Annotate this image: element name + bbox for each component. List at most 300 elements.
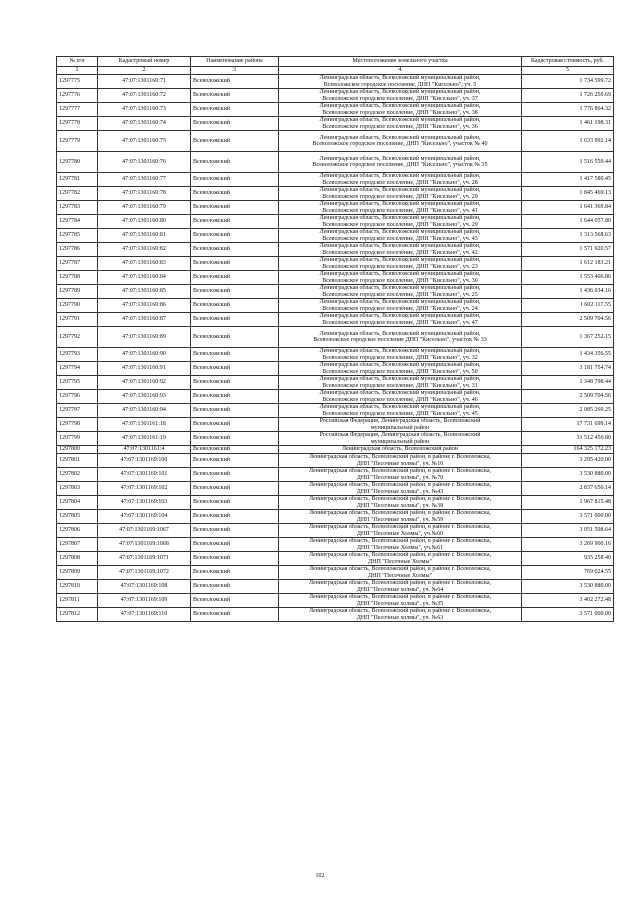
district-name: Всеволожский [191,173,279,187]
table-header-row [57,57,614,67]
district-name: Всеволожский [191,187,279,201]
row-number: 1297806 [57,524,98,538]
cadastral-cost: 1 367 252.15 [522,327,614,348]
location-line: ДНП "Песочные холмы", уч. №59 [356,516,444,523]
district-name: Всеволожский [191,390,279,404]
location-line: Ленинградская область, Всеволожский муниципальный район, [319,390,481,396]
land-location [279,362,522,376]
table-row [57,285,614,299]
district-name: Всеволожский [191,285,279,299]
cadastral-number: 47:07:1301160:79 [98,201,191,215]
table-row [57,390,614,404]
district-name: Всеволожский [191,608,279,622]
row-number: 1297799 [57,432,98,446]
row-number: 1297800 [57,446,98,454]
location-line: Всеволожское городское поселение, ДНП "Кисельно", уч. 32 [322,354,478,361]
table-row [57,432,614,446]
row-number: 1297783 [57,201,98,215]
location-line: Всеволожское городское поселение, ДНП "Кисельно", уч. 47 [322,319,478,326]
land-location [279,404,522,418]
location-line: Ленинградская область, Всеволожский муниципальный район, [319,103,481,109]
cadastral-number: 47:07:1301169:104 [98,510,191,524]
cadastral-cost: 1 436 034.16 [522,285,614,299]
land-location [279,538,522,552]
table-row [57,418,614,432]
district-name: Всеволожский [191,594,279,608]
cadastral-cost: 1 417 580.45 [522,173,614,187]
table-row [57,608,614,622]
cadastral-cost: 1 967 815.48 [522,496,614,510]
header-cost: Кадастровая стоимость, руб. [522,57,614,67]
location-line: Всеволожское городское поселение, ДНП "Кисельно", уч. 37 [322,95,478,102]
cadastral-cost: 31 512 456.80 [522,432,614,446]
district-name: Всеволожский [191,446,279,454]
land-location [279,454,522,468]
cadastral-number: 47:07:1301169:110 [98,608,191,622]
cadastral-cost: 935 258.40 [522,552,614,566]
location-line: Ленинградская область, Всеволожский муниципальный район, [319,285,481,291]
cadastral-number: 47:07:1301169:100 [98,454,191,468]
row-number: 1297802 [57,468,98,482]
location-line: Российская Федерация, Ленинградская область, Всеволожский [319,418,481,424]
district-name: Всеволожский [191,468,279,482]
cadastral-cost: 1 734 599.72 [522,75,614,89]
table-row [57,243,614,257]
cadastral-cost: 1 434 356.55 [522,348,614,362]
table-row [57,482,614,496]
table-row [57,131,614,152]
land-location [279,390,522,404]
cadastral-cost: 2 837 656.14 [522,482,614,496]
land-location [279,594,522,608]
row-number: 1297810 [57,580,98,594]
cadastral-number: 47:07:1301169:1067 [98,524,191,538]
location-line: Ленинградская область, Всеволожский муниципальный район, [319,229,481,235]
location-line: ДНП "Песочные Холмы", уч.№61 [356,544,444,551]
land-location [279,75,522,89]
location-line: Всеволожское городское поселение, ДНП "Кисельно", уч. 24 [322,305,478,312]
cadastral-cost: 3 571 000.00 [522,608,614,622]
cadastral-cost: 1 461 198.31 [522,117,614,131]
land-location [279,243,522,257]
table-row [57,229,614,243]
cadastral-cost: 1 641 369.84 [522,201,614,215]
district-name: Всеволожский [191,89,279,103]
district-name: Всеволожский [191,348,279,362]
cadastral-cost: 1 845 469.13 [522,187,614,201]
table-row [57,362,614,376]
row-number: 1297801 [57,454,98,468]
table-row [57,454,614,468]
land-location [279,173,522,187]
cadastral-cost: 3 269 900.16 [522,538,614,552]
district-name: Всеволожский [191,229,279,243]
land-location [279,432,522,446]
district-name: Всеволожский [191,201,279,215]
location-line: Всеволожское городское поселение, ДНП "Кисельно", участок № 40 [312,141,488,147]
district-name: Всеволожский [191,376,279,390]
land-location [279,117,522,131]
cadastral-number: 47:07:1301160:87 [98,313,191,327]
location-line: Ленинградская область, Всеволожский район, в районе г. Всеволожска, [308,468,492,474]
row-number: 1297780 [57,152,98,173]
district-name: Всеволожский [191,271,279,285]
location-line: Ленинградская область, Всеволожский муниципальный район, [319,243,481,249]
district-name: Всеволожский [191,580,279,594]
district-name: Всеволожский [191,496,279,510]
location-line: ДНП "Песочные холмы", уч. №70 [356,474,444,481]
location-line: ДНП "Песочные Холмы", уч.№60 [356,530,444,537]
location-line: Ленинградская область, Всеволожский район, в районе г. Всеволожска, [308,608,492,614]
district-name: Всеволожский [191,510,279,524]
district-name: Всеволожский [191,243,279,257]
cadastral-cost: 17 731 699.14 [522,418,614,432]
land-location [279,152,522,173]
cadastral-number: 47:07:1301160:86 [98,299,191,313]
district-name: Всеволожский [191,131,279,152]
table-row [57,187,614,201]
row-number: 1297796 [57,390,98,404]
row-number: 1297778 [57,117,98,131]
table-row [57,299,614,313]
location-line: Всеволожское городское поселение, ДНП "Кисельно", уч. 38 [322,109,478,116]
header-number: № п/п [57,57,98,67]
row-number: 1297805 [57,510,98,524]
header-location: Местоположение земельного участка [279,57,522,67]
row-number: 1297789 [57,285,98,299]
cadastral-cost: 1 726 250.69 [522,89,614,103]
location-line: Ленинградская область, Всеволожский муниципальный район, [319,155,481,162]
district-name: Всеволожский [191,454,279,468]
location-line: Ленинградская область, Всеволожский муниципальный район, [319,313,481,319]
location-line: Ленинградская область, Всеволожский район, в районе г. Всеволожска, [308,552,492,558]
row-number: 1297785 [57,229,98,243]
district-name: Всеволожский [191,215,279,229]
location-line: Всеволожское городское поселение, ДНП "Кисельно", уч. 50 [322,368,478,375]
location-line: Ленинградская область, Всеволожский район, в районе г. Всеволожска, [308,482,492,488]
land-location [279,271,522,285]
location-line: Ленинградская область, Всеволожский муниципальный район, [319,89,481,95]
cadastral-number: 47:07:1301160:73 [98,103,191,117]
land-location [279,376,522,390]
column-number-3: 3 [191,67,279,75]
table-row [57,152,614,173]
district-name: Всеволожский [191,432,279,446]
row-number: 1297791 [57,313,98,327]
cadastral-cost: 1 644 057.80 [522,215,614,229]
cadastral-number: 47:07:1301160:75 [98,131,191,152]
table-body [57,75,614,622]
location-line: Всеволожское городское поселение, ДНП "Кисельно", уч. 5 [323,81,477,88]
row-number: 1297777 [57,103,98,117]
location-line: Всеволожское городское поселение, ДНП "Кисельно", уч. 29 [322,193,478,200]
land-location [279,131,522,152]
cadastral-number: 47:07:1301160:81 [98,229,191,243]
cadastral-number: 47:07:1301161:18 [98,418,191,432]
district-name: Всеволожский [191,524,279,538]
location-line: Ленинградская область, Всеволожский муниципальный район, [319,330,481,337]
cadastral-cost: 1 602 117.55 [522,299,614,313]
row-number: 1297788 [57,271,98,285]
location-line: Ленинградская область, Всеволожский район, в районе г. Всеволожска, [308,524,492,530]
cadastral-number: 47:07:1301169:101 [98,468,191,482]
table-column-numbers-row [57,67,614,75]
cadastral-number: 47:07:1301169:108 [98,580,191,594]
table-row [57,89,614,103]
location-line: Всеволожское городское поселение, ДНП "Кисельно", уч. 25 [322,291,478,298]
cadastral-cost: 3 402 272.48 [522,594,614,608]
land-location [279,348,522,362]
table-row [57,103,614,117]
cadastral-number: 47:07:1301160:93 [98,390,191,404]
land-location [279,313,522,327]
row-number: 1297792 [57,327,98,348]
district-name: Всеволожский [191,418,279,432]
row-number: 1297812 [57,608,98,622]
column-number-4: 4 [279,67,522,75]
table-row [57,404,614,418]
cadastral-number: 47:07:1301160:85 [98,285,191,299]
location-line: Ленинградская область, Всеволожский район, в районе г. Всеволожска, [308,496,492,502]
location-line: Всеволожское городское поселение, ДНП "Кисельно", уч. 45 [322,410,478,417]
cadastral-number: 47:07:1301160:76 [98,152,191,173]
cadastral-number: 47:07:1301169:1072 [98,566,191,580]
cadastral-number: 47:07:1301160:94 [98,404,191,418]
row-number: 1297779 [57,131,98,152]
land-location [279,510,522,524]
location-line: Всеволожское городское поселение, ДНП "Кисельно", уч. 30 [322,277,478,284]
location-line: Ленинградская область, Всеволожский муниципальный район, [319,362,481,368]
cadastral-number: 47:07:1301160:71 [98,75,191,89]
land-location [279,201,522,215]
location-line: Ленинградская область, Всеволожский район, в районе г. Всеволожска, [308,538,492,544]
location-line: Всеволожское городское поселение, ДНП "Кисельно", уч. 31 [322,382,478,389]
column-number-5: 5 [522,67,614,75]
location-line: Ленинградская область, Всеволожский район, в районе г. Всеволожска, [308,580,492,586]
location-line: ДНП "Песочные холмы", уч. №43 [356,488,444,495]
cadastral-cost: 1 776 864.32 [522,103,614,117]
cadastral-cost: 2 509 704.56 [522,313,614,327]
cadastral-number: 47:07:1301161:4 [98,446,191,454]
table-row [57,524,614,538]
cadastral-number: 47:07:1301169:103 [98,496,191,510]
row-number: 1297808 [57,552,98,566]
row-number: 1297793 [57,348,98,362]
table-row [57,313,614,327]
row-number: 1297807 [57,538,98,552]
row-number: 1297790 [57,299,98,313]
location-line: муниципальный район [370,438,430,445]
row-number: 1297809 [57,566,98,580]
table-row [57,594,614,608]
cadastral-number: 47:07:1301160:80 [98,215,191,229]
cadastral-cost: 1 313 568.63 [522,229,614,243]
cadastral-number: 47:07:1301169:1068 [98,538,191,552]
location-line: Ленинградская область, Всеволожский муниципальный район, [319,215,481,221]
header-cadastral-number: Кадастровый номер [98,57,191,67]
land-location [279,580,522,594]
row-number: 1297811 [57,594,98,608]
location-line: Ленинградская область, Всеволожский муниципальный район, [319,348,481,354]
table-row [57,173,614,187]
cadastral-cost: 3 530 880.00 [522,580,614,594]
column-number-1: 1 [57,67,98,75]
location-line: Ленинградская область, Всеволожский район, в районе г. Всеволожска, [308,510,492,516]
land-location [279,299,522,313]
row-number: 1297798 [57,418,98,432]
land-location [279,482,522,496]
location-line: ДНП "Песочные холмы", уч. №64 [356,586,444,593]
location-line: Всеволожское городское поселение, ДНП "Кисельно", уч. 42 [322,249,478,256]
land-location [279,566,522,580]
cadastral-number: 47:07:1301160:74 [98,117,191,131]
location-line: Ленинградская область, Всеволожский муниципальный район, [319,75,481,81]
location-line: Ленинградская область, Всеволожский район, в районе г. Всеволожска, [308,594,492,600]
table-row [57,566,614,580]
table-row [57,257,614,271]
table-row [57,446,614,454]
column-number-2: 2 [98,67,191,75]
cadastral-cost: 3 295 420.00 [522,454,614,468]
land-location [279,327,522,348]
table-row [57,201,614,215]
district-name: Всеволожский [191,404,279,418]
row-number: 1297786 [57,243,98,257]
location-line: Ленинградская область, Всеволожский район, в районе г. Всеволожска, [308,566,492,572]
row-number: 1297787 [57,257,98,271]
cadastral-number: 47:07:1301160:83 [98,257,191,271]
district-name: Всеволожский [191,313,279,327]
location-line: Ленинградская область, Всеволожский муниципальный район, [319,117,481,123]
land-location [279,285,522,299]
location-line: Ленинградская область, Всеволожский муниципальный район, [319,134,481,141]
location-line: ДНП "Песочные Холмы" [368,558,432,565]
row-number: 1297781 [57,173,98,187]
table-row [57,75,614,89]
land-location [279,229,522,243]
location-line: Ленинградская область, Всеволожский район [341,446,459,453]
cadastral-cost: 3 181 754.74 [522,362,614,376]
location-line: Ленинградская область, Всеволожский муниципальный район, [319,187,481,193]
cadastral-number: 47:07:1301169:102 [98,482,191,496]
location-line: Ленинградская область, Всеволожский муниципальный район, [319,271,481,277]
location-line: Ленинградская область, Всеволожский муниципальный район, [319,404,481,410]
cadastral-cost: 1 516 559.44 [522,152,614,173]
page-number: 102 [315,873,325,879]
location-line: Всеволожское городское поселение, ДНП "Кисельно", уч. 43 [322,235,478,242]
cadastral-cost: 1 612 183.21 [522,257,614,271]
cadastral-number: 47:07:1301160:78 [98,187,191,201]
cadastral-cost: 2 085 269.25 [522,404,614,418]
cadastral-number: 47:07:1301160:84 [98,271,191,285]
location-line: Ленинградская область, Всеволожский муниципальный район, [319,257,481,263]
row-number: 1297784 [57,215,98,229]
cadastral-cost: 3 051 598.64 [522,524,614,538]
location-line: Ленинградская область, Всеволожский муниципальный район, [319,299,481,305]
table-row [57,552,614,566]
table-row [57,117,614,131]
table-row [57,215,614,229]
cadastral-cost: 1 553 466.86 [522,271,614,285]
cadastral-cost: 769 024.55 [522,566,614,580]
location-line: ДНП "Песочные холмы", уч. №10 [356,460,444,467]
table-row [57,327,614,348]
cadastral-number: 47:07:1301160:72 [98,89,191,103]
location-line: ДНП "Песочные холмы", уч. №38 [356,502,444,509]
table-row [57,510,614,524]
land-location [279,103,522,117]
location-line: Всеволожское городское поселение, ДНП "Кисельно", уч. 23 [322,263,478,270]
location-line: ДНП "Песочные холмы", уч. №35 [356,600,444,607]
land-location [279,187,522,201]
cadastral-number: 47:07:1301160:77 [98,173,191,187]
table-row [57,271,614,285]
location-line: Ленинградская область, Всеволожский муниципальный район, [319,173,481,179]
cadastral-number: 47:07:1301160:82 [98,243,191,257]
table-row [57,348,614,362]
row-number: 1297797 [57,404,98,418]
cadastral-cost: 3 530 880.00 [522,468,614,482]
location-line: Российская Федерация, Ленинградская область, Всеволожский [319,432,481,438]
district-name: Всеволожский [191,552,279,566]
location-line: Всеволожское городское поселение, ДНП "Кисельно", уч. 28 [322,179,478,186]
location-line: Всеволожское городское поселение ДНП "Кисельно", участок № 33 [313,337,487,343]
cadastral-cost: 1 348 798.44 [522,376,614,390]
table-row [57,538,614,552]
district-name: Всеволожский [191,75,279,89]
table-row [57,496,614,510]
land-location [279,552,522,566]
row-number: 1297795 [57,376,98,390]
cadastral-number: 47:07:1301169:109 [98,594,191,608]
row-number: 1297794 [57,362,98,376]
cadastral-number: 47:07:1301160:89 [98,327,191,348]
district-name: Всеволожский [191,152,279,173]
district-name: Всеволожский [191,327,279,348]
location-line: Ленинградская область, Всеволожский муниципальный район, [319,376,481,382]
land-location [279,446,522,454]
land-location [279,496,522,510]
land-location [279,524,522,538]
row-number: 1297776 [57,89,98,103]
district-name: Всеволожский [191,117,279,131]
location-line: Ленинградская область, Всеволожский муниципальный район, [319,201,481,207]
land-location [279,468,522,482]
cadastral-number: 47:07:1301169:1071 [98,552,191,566]
district-name: Всеволожский [191,103,279,117]
district-name: Всеволожский [191,566,279,580]
cadastral-cost: 2 509 704.56 [522,390,614,404]
district-name: Всеволожский [191,362,279,376]
land-location [279,89,522,103]
land-location [279,608,522,622]
location-line: Всеволожское городское поселение, ДНП "Кисельно", уч. 46 [322,396,478,403]
row-number: 1297803 [57,482,98,496]
location-line: Всеволожское городское поселение, ДНП "Кисельно", участок № 35 [312,162,488,168]
row-number: 1297782 [57,187,98,201]
district-name: Всеволожский [191,538,279,552]
land-location [279,215,522,229]
row-number: 1297804 [57,496,98,510]
cadastral-cost: 164 325 172.23 [522,446,614,454]
table-row [57,376,614,390]
cadastral-value-table [56,56,614,622]
location-line: ДНП "Песочные холмы", уч. №63 [356,614,444,621]
location-line: Всеволожское городское поселение, ДНП "Кисельно", уч. 41 [322,207,478,214]
cadastral-cost: 1 633 992.14 [522,131,614,152]
cadastral-cost: 1 571 920.57 [522,243,614,257]
header-district: Наименование района [191,57,279,67]
